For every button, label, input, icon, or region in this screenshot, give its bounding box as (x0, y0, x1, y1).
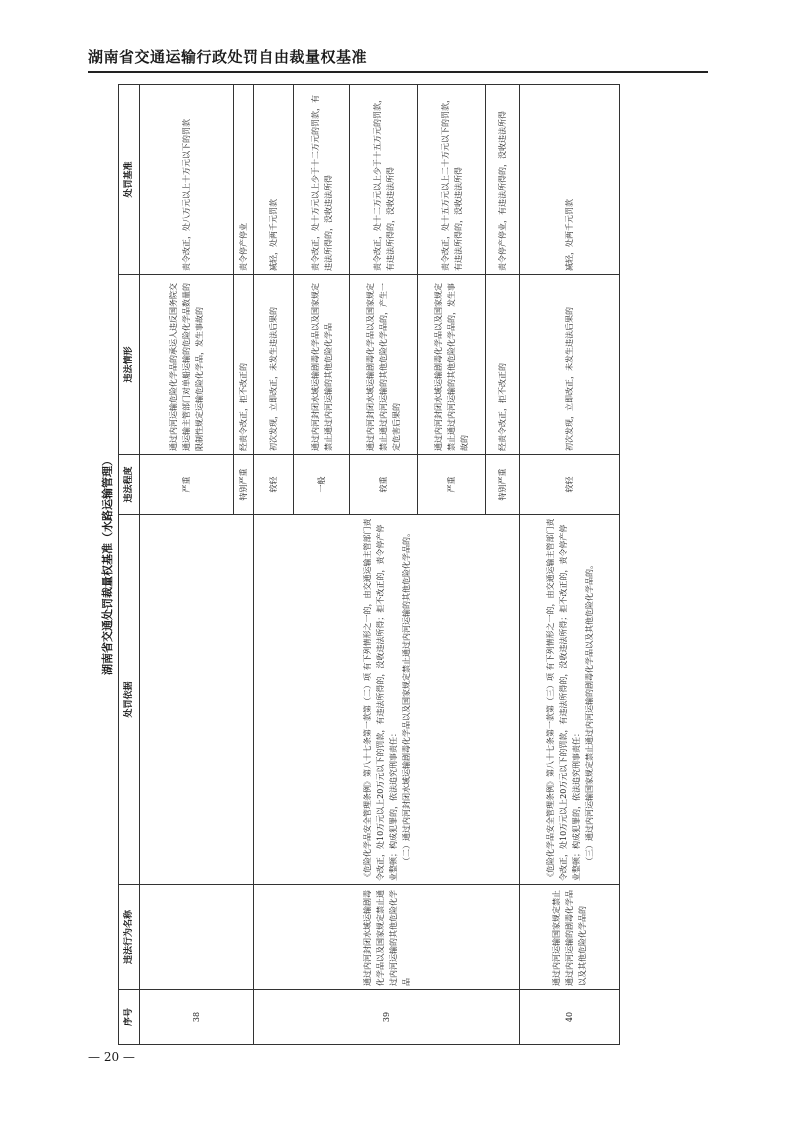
table-row (254, 85, 294, 1045)
violation-degree: 严重 (140, 455, 234, 515)
penalty-basis (254, 515, 520, 885)
violation-situation: 通过内河运输危险化学品的承运人违反国务院交通运输主管部门对单船运输的危险化学品数量的限制性规定运输危险化学品，发生事故的 (140, 275, 234, 455)
page-header-title: 湖南省交通运输行政处罚自由裁量权基准 (88, 48, 368, 66)
penalty-standard: 责令改正，处十万元以上少于十二万元的罚款，有违法所得的，没收违法所得 (294, 85, 350, 275)
column-header: 处罚基准 (119, 85, 140, 275)
violation-degree: 较轻 (520, 455, 620, 515)
penalty-standard: 责令停产停业，有违法所得的，没收违法所得 (486, 85, 520, 275)
basis-paragraph: 《危险化学品安全管理条例》第八十七条第一款第（二）项 有下列情形之一的，由交通运输主管部门责令改正，处10万元以上20万元以下的罚款，有违法所得的，没收违法所得；拒不改正的，责令停产停业整顿；构成犯罪的，依法追究刑事责任： (362, 518, 398, 881)
item-number: 38 (140, 990, 254, 1045)
violation-degree: 较轻 (254, 455, 294, 515)
penalty-standard: 责令改正，处八万元以上十万元以下的罚款 (140, 85, 234, 275)
violation-situation: 经责令改正，拒不改正的 (234, 275, 254, 455)
item-number: 39 (254, 990, 520, 1045)
item-number: 40 (520, 990, 620, 1045)
violation-name: 通过内河封闭水域运输剧毒化学品以及国家规定禁止通过内河运输的其他危险化学品 (254, 885, 520, 990)
rotated-table-region (100, 85, 594, 1045)
violation-situation: 初次发现，立即改正，未发生违法后果的 (520, 275, 620, 455)
column-header: 处罚依据 (119, 515, 140, 885)
penalty-basis (140, 515, 254, 885)
violation-situation: 经责令改正，拒不改正的 (486, 275, 520, 455)
penalty-standard: 责令改正，处十二万元以上少于十五万元的罚款，有违法所得的，没收违法所得 (350, 85, 418, 275)
violation-name: 通过内河运输国家规定禁止通过内河运输的剧毒化学品以及其他危险化学品的 (520, 885, 620, 990)
basis-paragraph: （二）通过内河封闭水域运输剧毒化学品以及国家规定禁止通过内河运输的其他危险化学品的。 (401, 529, 411, 865)
penalty-standard: 减轻，处两千元罚款 (520, 85, 620, 275)
column-header: 违法情形 (119, 275, 140, 455)
violation-degree: 严重 (418, 455, 486, 515)
column-header: 违法程度 (119, 455, 140, 515)
penalty-standard-table (118, 84, 620, 1045)
penalty-standard: 责令停产停业 (234, 85, 254, 275)
basis-paragraph: （三）通过内河运输国家规定禁止通过内河运输的剧毒化学品以及其他危险化学品的。 (584, 561, 594, 865)
table-row (140, 85, 234, 1045)
table-header-row (119, 85, 140, 1045)
violation-situation: 通过内河封闭水域运输剧毒化学品以及国家规定禁止通过内河运输的其他危险化学品的，发生事故的 (418, 275, 486, 455)
column-header: 序号 (119, 990, 140, 1045)
penalty-standard: 减轻，处两千元罚款 (254, 85, 294, 275)
table-row (520, 85, 620, 1045)
violation-situation: 通过内河封闭水域运输剧毒化学品以及国家规定禁止通过内河运输的其他危险化学品 (294, 275, 350, 455)
basis-paragraph: 《危险化学品安全管理条例》第八十七条第一款第（三）项 有下列情形之一的，由交通运输主管部门责令改正，处10万元以上20万元以下的罚款，有违法所得的，没收违法所得；拒不改正的，责令停产停业整顿；构成犯罪的，依法追究刑事责任： (545, 518, 581, 881)
penalty-standard: 责令改正，处十五万元以上二十万元以下的罚款，有违法所得的，没收违法所得 (418, 85, 486, 275)
violation-degree: 一般 (294, 455, 350, 515)
page-number: — 20 — (88, 1050, 135, 1064)
violation-degree: 特别严重 (486, 455, 520, 515)
violation-situation: 通过内河封闭水域运输剧毒化学品以及国家规定禁止通过内河运输的其他危险化学品的，产生一定危害后果的 (350, 275, 418, 455)
violation-degree: 较重 (350, 455, 418, 515)
table-title: 湖南省交通处罚裁量权基准（水路运输管理） (101, 455, 114, 675)
header-divider (88, 71, 708, 73)
violation-situation: 初次发现，立即改正，未发生违法后果的 (254, 275, 294, 455)
column-header: 违法行为名称 (119, 885, 140, 990)
violation-degree: 特别严重 (234, 455, 254, 515)
violation-name (140, 885, 254, 990)
penalty-basis (520, 515, 620, 885)
